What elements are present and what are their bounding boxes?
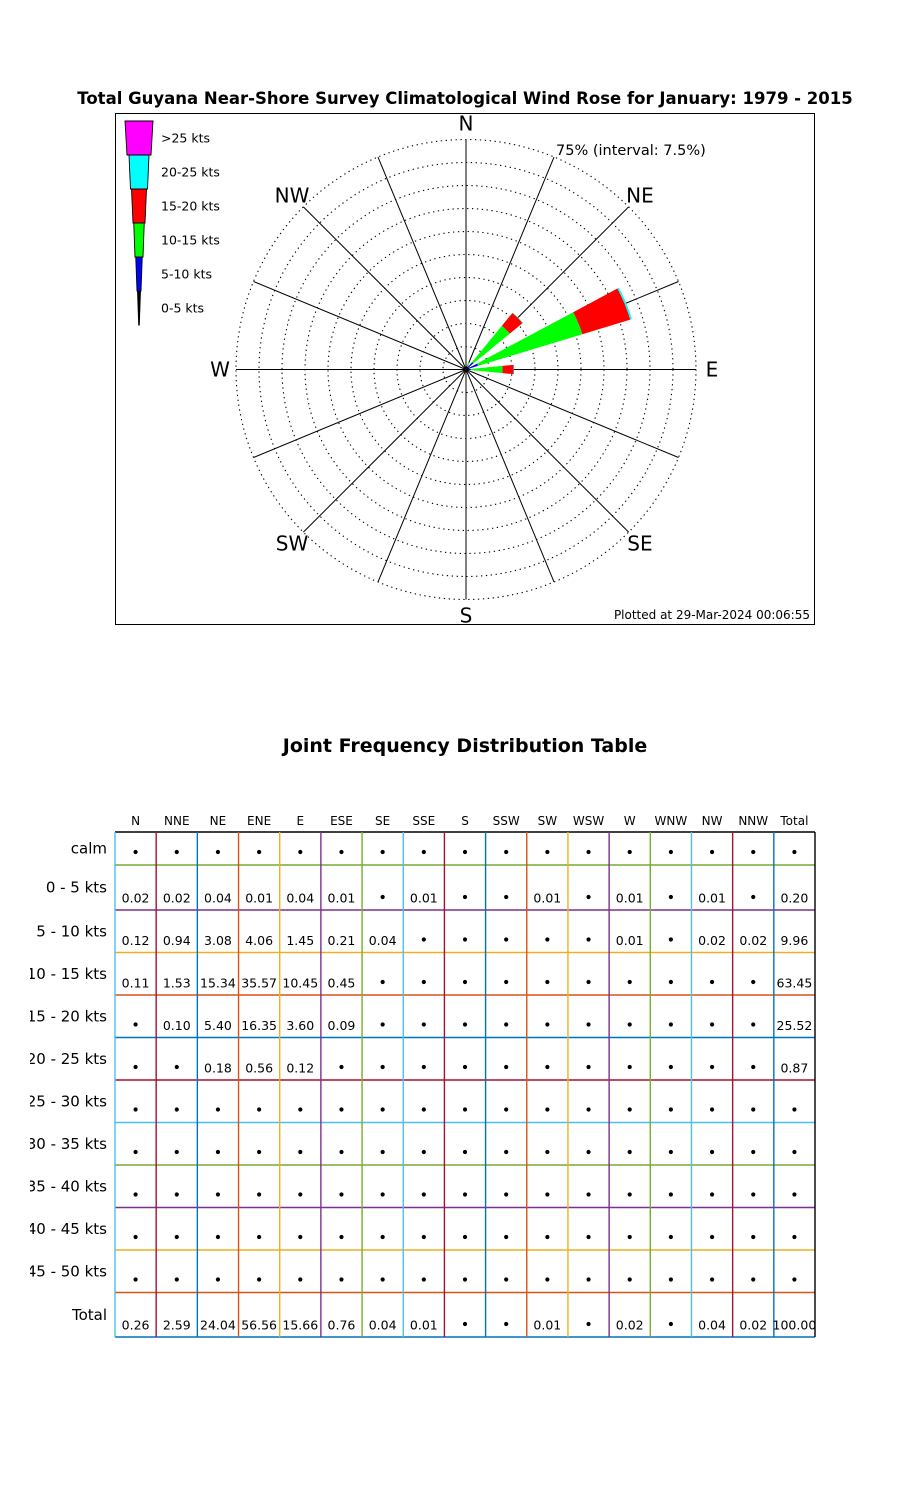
table-cell-NNW-35 - 40 kts: [751, 1192, 755, 1196]
table-cell-SW-15 - 20 kts: [545, 1022, 549, 1026]
table-cell-ENE-5 - 10 kts: 4.06: [245, 933, 274, 948]
table-cell-Total-calm: [792, 850, 796, 854]
table-cell-SE-40 - 45 kts: [381, 1235, 385, 1239]
table-cell-SSW-30 - 35 kts: [504, 1150, 508, 1154]
table-cell-S-25 - 30 kts: [463, 1107, 467, 1111]
table-cell-WNW-45 - 50 kts: [669, 1277, 673, 1281]
table-cell-S-35 - 40 kts: [463, 1192, 467, 1196]
table-cell-WSW-35 - 40 kts: [586, 1192, 590, 1196]
column-header-ESE: ESE: [330, 814, 353, 828]
table-cell-SSE-40 - 45 kts: [422, 1235, 426, 1239]
direction-spoke-SSW: [378, 370, 466, 582]
table-cell-E-15 - 20 kts: 3.60: [286, 1018, 315, 1033]
table-cell-WNW-20 - 25 kts: [669, 1065, 673, 1069]
column-header-N: N: [131, 814, 141, 828]
column-header-WNW: WNW: [654, 814, 688, 828]
table-cell-ENE-20 - 25 kts: 0.56: [245, 1060, 274, 1076]
table-cell-ESE-35 - 40 kts: [339, 1192, 343, 1196]
table-cell-SE-Total: 0.04: [368, 1317, 397, 1333]
table-cell-N-25 - 30 kts: [133, 1107, 137, 1111]
table-cell-SE-35 - 40 kts: [381, 1192, 385, 1196]
table-cell-S-5 - 10 kts: [463, 937, 467, 941]
table-cell-NW-35 - 40 kts: [710, 1192, 714, 1196]
table-cell-ENE-25 - 30 kts: [257, 1107, 261, 1111]
row-label-0 - 5 kts: 0 - 5 kts: [45, 878, 107, 897]
frequency-table-canvas: [30, 795, 850, 1365]
legend-swatch-15-20 kts: [132, 189, 147, 223]
table-cell-S-20 - 25 kts: [463, 1065, 467, 1069]
table-cell-NNE-30 - 35 kts: [175, 1150, 179, 1154]
table-cell-ESE-45 - 50 kts: [339, 1277, 343, 1281]
table-cell-N-45 - 50 kts: [133, 1277, 137, 1281]
table-cell-WNW-0 - 5 kts: [669, 895, 673, 899]
table-cell-NNE-10 - 15 kts: 1.53: [162, 975, 191, 991]
table-cell-Total-15 - 20 kts: 25.52: [776, 1018, 813, 1033]
table-cell-NE-10 - 15 kts: 15.34: [200, 975, 236, 991]
row-label-calm: calm: [70, 839, 107, 858]
legend-swatch-20-25 kts: [129, 155, 149, 189]
table-cell-NE-0 - 5 kts: 0.04: [204, 890, 232, 906]
legend-label-20-25 kts: 20-25 kts: [161, 164, 220, 180]
table-cell-NW-45 - 50 kts: [710, 1277, 714, 1281]
direction-spoke-SE: [466, 370, 629, 533]
table-cell-ESE-10 - 15 kts: 0.45: [327, 975, 356, 991]
table-cell-W-25 - 30 kts: [628, 1107, 632, 1111]
column-header-S: S: [461, 814, 469, 828]
rose-center-dot: [464, 367, 469, 372]
table-cell-ESE-calm: [339, 850, 343, 854]
table-cell-SSW-45 - 50 kts: [504, 1277, 508, 1281]
table-cell-NNW-10 - 15 kts: [751, 980, 755, 984]
table-cell-SW-25 - 30 kts: [545, 1107, 549, 1111]
legend-swatch->25 kts: [125, 121, 153, 155]
table-cell-SSE-0 - 5 kts: 0.01: [409, 890, 438, 906]
table-cell-W-35 - 40 kts: [628, 1192, 632, 1196]
legend-label-0-5 kts: 0-5 kts: [161, 300, 205, 316]
table-cell-N-5 - 10 kts: 0.12: [121, 933, 150, 948]
table-cell-NNW-0 - 5 kts: [751, 895, 755, 899]
table-cell-S-45 - 50 kts: [463, 1277, 467, 1281]
table-cell-NNE-calm: [175, 850, 179, 854]
row-label-45 - 50 kts: 45 - 50 kts: [30, 1262, 107, 1281]
compass-label-SE: SE: [627, 531, 653, 556]
table-cell-ESE-25 - 30 kts: [339, 1107, 343, 1111]
table-cell-SSW-10 - 15 kts: [504, 980, 508, 984]
table-cell-NNE-Total: 2.59: [162, 1317, 191, 1333]
table-cell-NNE-20 - 25 kts: [175, 1065, 179, 1069]
table-cell-NNE-25 - 30 kts: [175, 1107, 179, 1111]
table-cell-NW-5 - 10 kts: 0.02: [698, 933, 726, 948]
table-cell-SE-15 - 20 kts: [381, 1022, 385, 1026]
table-cell-NW-0 - 5 kts: 0.01: [698, 890, 726, 906]
compass-label-SW: SW: [275, 531, 309, 556]
table-cell-WNW-5 - 10 kts: [669, 937, 673, 941]
table-cell-WNW-35 - 40 kts: [669, 1192, 673, 1196]
table-cell-W-20 - 25 kts: [628, 1065, 632, 1069]
table-cell-E-Total: 15.66: [282, 1317, 319, 1333]
table-cell-SW-Total: 0.01: [533, 1317, 562, 1333]
table-cell-E-10 - 15 kts: 10.45: [282, 975, 319, 991]
table-cell-SW-40 - 45 kts: [545, 1235, 549, 1239]
table-cell-NNW-30 - 35 kts: [751, 1150, 755, 1154]
table-cell-SE-25 - 30 kts: [381, 1107, 385, 1111]
table-cell-S-Total: [463, 1322, 467, 1326]
table-cell-NW-25 - 30 kts: [710, 1107, 714, 1111]
direction-spoke-NW: [303, 207, 466, 370]
table-cell-SSE-45 - 50 kts: [422, 1277, 426, 1281]
legend-label-5-10 kts: 5-10 kts: [161, 266, 212, 282]
table-cell-E-5 - 10 kts: 1.45: [286, 933, 315, 948]
table-cell-NW-40 - 45 kts: [710, 1235, 714, 1239]
row-label-40 - 45 kts: 40 - 45 kts: [30, 1219, 107, 1238]
table-cell-SSE-calm: [422, 850, 426, 854]
table-cell-ENE-calm: [257, 850, 261, 854]
table-cell-W-40 - 45 kts: [628, 1235, 632, 1239]
table-cell-NE-20 - 25 kts: 0.18: [204, 1060, 232, 1076]
plot-timestamp: Plotted at 29-Mar-2024 00:06:55: [613, 608, 810, 622]
table-cell-SW-45 - 50 kts: [545, 1277, 549, 1281]
row-label-20 - 25 kts: 20 - 25 kts: [30, 1049, 107, 1068]
wind-rose-canvas: [116, 114, 816, 626]
table-cell-SE-10 - 15 kts: [381, 980, 385, 984]
table-cell-S-10 - 15 kts: [463, 980, 467, 984]
table-cell-WSW-25 - 30 kts: [586, 1107, 590, 1111]
table-cell-NNE-35 - 40 kts: [175, 1192, 179, 1196]
table-cell-NNW-45 - 50 kts: [751, 1277, 755, 1281]
table-cell-SW-35 - 40 kts: [545, 1192, 549, 1196]
table-cell-SSW-20 - 25 kts: [504, 1065, 508, 1069]
table-cell-ESE-15 - 20 kts: 0.09: [327, 1018, 356, 1033]
table-cell-WSW-Total: [586, 1322, 590, 1326]
table-cell-ENE-0 - 5 kts: 0.01: [245, 890, 274, 906]
chart-title: Total Guyana Near-Shore Survey Climatological Wind Rose for January: 1979 - 2015: [77, 89, 853, 108]
table-cell-SSE-20 - 25 kts: [422, 1065, 426, 1069]
table-cell-WNW-40 - 45 kts: [669, 1235, 673, 1239]
table-cell-N-40 - 45 kts: [133, 1235, 137, 1239]
table-cell-W-15 - 20 kts: [628, 1022, 632, 1026]
table-cell-SSW-40 - 45 kts: [504, 1235, 508, 1239]
table-cell-Total-0 - 5 kts: 0.20: [780, 890, 809, 906]
table-cell-W-0 - 5 kts: 0.01: [615, 890, 644, 906]
table-cell-NE-30 - 35 kts: [216, 1150, 220, 1154]
compass-label-W: W: [210, 357, 230, 382]
wind-petal-E-10-15 kts: [471, 366, 503, 373]
table-cell-SSW-15 - 20 kts: [504, 1022, 508, 1026]
table-cell-SW-30 - 35 kts: [545, 1150, 549, 1154]
table-cell-NNW-40 - 45 kts: [751, 1235, 755, 1239]
row-label-5 - 10 kts: 5 - 10 kts: [36, 922, 107, 941]
table-cell-SE-0 - 5 kts: [381, 895, 385, 899]
legend-label->25 kts: >25 kts: [161, 130, 211, 146]
table-cell-NNW-25 - 30 kts: [751, 1107, 755, 1111]
table-cell-Total-25 - 30 kts: [792, 1107, 796, 1111]
row-label-10 - 15 kts: 10 - 15 kts: [30, 964, 107, 983]
table-cell-WSW-0 - 5 kts: [586, 895, 590, 899]
table-cell-SSE-35 - 40 kts: [422, 1192, 426, 1196]
table-cell-S-40 - 45 kts: [463, 1235, 467, 1239]
table-cell-SSW-25 - 30 kts: [504, 1107, 508, 1111]
table-cell-E-40 - 45 kts: [298, 1235, 302, 1239]
table-cell-Total-Total: 100.00: [772, 1317, 817, 1333]
legend-swatch-0-5 kts: [138, 291, 141, 325]
table-cell-NNE-15 - 20 kts: 0.10: [162, 1018, 191, 1033]
table-cell-SSW-calm: [504, 850, 508, 854]
wind-petal-E-15-20 kts: [502, 365, 513, 374]
table-cell-E-0 - 5 kts: 0.04: [286, 890, 315, 906]
legend-label-10-15 kts: 10-15 kts: [161, 232, 220, 248]
table-cell-WSW-calm: [586, 850, 590, 854]
table-cell-N-0 - 5 kts: 0.02: [121, 890, 150, 906]
table-cell-SE-20 - 25 kts: [381, 1065, 385, 1069]
legend-swatch-5-10 kts: [136, 257, 143, 291]
table-cell-N-30 - 35 kts: [133, 1150, 137, 1154]
table-cell-ENE-Total: 56.56: [241, 1317, 278, 1333]
table-cell-Total-20 - 25 kts: 0.87: [780, 1060, 809, 1076]
table-cell-W-5 - 10 kts: 0.01: [615, 933, 644, 948]
table-cell-SSE-Total: 0.01: [409, 1317, 438, 1333]
table-cell-WNW-30 - 35 kts: [669, 1150, 673, 1154]
table-cell-NW-Total: 0.04: [698, 1317, 726, 1333]
table-cell-WSW-45 - 50 kts: [586, 1277, 590, 1281]
direction-spoke-WNW: [254, 281, 466, 369]
wind-rose-plot: [115, 113, 815, 625]
table-cell-NW-20 - 25 kts: [710, 1065, 714, 1069]
table-cell-NNW-20 - 25 kts: [751, 1065, 755, 1069]
table-cell-NW-10 - 15 kts: [710, 980, 714, 984]
table-cell-ENE-45 - 50 kts: [257, 1277, 261, 1281]
direction-spoke-SSE: [466, 370, 554, 582]
table-cell-S-0 - 5 kts: [463, 895, 467, 899]
direction-spoke-NNW: [378, 157, 466, 369]
table-cell-ENE-10 - 15 kts: 35.57: [241, 975, 278, 991]
table-cell-WNW-Total: [669, 1322, 673, 1326]
table-cell-ESE-0 - 5 kts: 0.01: [327, 890, 356, 906]
legend-label-15-20 kts: 15-20 kts: [161, 198, 220, 214]
table-cell-N-20 - 25 kts: [133, 1065, 137, 1069]
table-cell-WSW-5 - 10 kts: [586, 937, 590, 941]
column-header-SW: SW: [537, 814, 558, 828]
table-cell-SSE-5 - 10 kts: [422, 937, 426, 941]
column-header-E: E: [296, 814, 305, 828]
table-cell-WNW-calm: [669, 850, 673, 854]
table-cell-NNE-5 - 10 kts: 0.94: [162, 933, 191, 948]
table-cell-ESE-20 - 25 kts: [339, 1065, 343, 1069]
table-cell-W-Total: 0.02: [615, 1317, 644, 1333]
table-cell-S-15 - 20 kts: [463, 1022, 467, 1026]
table-cell-N-15 - 20 kts: [133, 1022, 137, 1026]
table-cell-SSE-25 - 30 kts: [422, 1107, 426, 1111]
compass-label-E: E: [705, 357, 719, 382]
table-cell-NE-15 - 20 kts: 5.40: [204, 1018, 232, 1033]
table-cell-SW-0 - 5 kts: 0.01: [533, 890, 562, 906]
table-cell-Total-40 - 45 kts: [792, 1235, 796, 1239]
column-header-NE: NE: [209, 814, 227, 828]
table-title: Joint Frequency Distribution Table: [282, 735, 648, 757]
table-cell-NNE-45 - 50 kts: [175, 1277, 179, 1281]
row-label-Total: Total: [71, 1305, 107, 1324]
direction-spoke-ESE: [466, 370, 678, 458]
table-cell-WNW-15 - 20 kts: [669, 1022, 673, 1026]
table-cell-NE-40 - 45 kts: [216, 1235, 220, 1239]
table-cell-ESE-40 - 45 kts: [339, 1235, 343, 1239]
table-cell-SSW-5 - 10 kts: [504, 937, 508, 941]
table-cell-WSW-40 - 45 kts: [586, 1235, 590, 1239]
table-cell-SE-5 - 10 kts: 0.04: [368, 933, 397, 948]
table-cell-NE-Total: 24.04: [200, 1317, 236, 1333]
table-cell-E-20 - 25 kts: 0.12: [286, 1060, 315, 1076]
table-cell-SSE-15 - 20 kts: [422, 1022, 426, 1026]
table-cell-N-35 - 40 kts: [133, 1192, 137, 1196]
column-header-SSW: SSW: [492, 814, 520, 828]
table-cell-SW-calm: [545, 850, 549, 854]
row-label-15 - 20 kts: 15 - 20 kts: [30, 1007, 107, 1026]
compass-label-NW: NW: [274, 183, 310, 208]
table-cell-E-30 - 35 kts: [298, 1150, 302, 1154]
column-header-NW: NW: [701, 814, 723, 828]
table-cell-ENE-40 - 45 kts: [257, 1235, 261, 1239]
table-cell-Total-35 - 40 kts: [792, 1192, 796, 1196]
row-label-35 - 40 kts: 35 - 40 kts: [30, 1177, 107, 1196]
column-header-NNE: NNE: [163, 814, 190, 828]
column-header-ENE: ENE: [247, 814, 272, 828]
table-cell-SSW-0 - 5 kts: [504, 895, 508, 899]
table-cell-SSE-30 - 35 kts: [422, 1150, 426, 1154]
table-cell-NNW-15 - 20 kts: [751, 1022, 755, 1026]
table-cell-NE-25 - 30 kts: [216, 1107, 220, 1111]
table-cell-WSW-15 - 20 kts: [586, 1022, 590, 1026]
table-cell-W-45 - 50 kts: [628, 1277, 632, 1281]
table-cell-Total-10 - 15 kts: 63.45: [776, 975, 813, 991]
radial-scale-label: 75% (interval: 7.5%): [556, 143, 706, 159]
table-cell-NNW-5 - 10 kts: 0.02: [739, 933, 768, 948]
table-cell-SE-45 - 50 kts: [381, 1277, 385, 1281]
column-header-WSW: WSW: [572, 814, 605, 828]
table-cell-NW-calm: [710, 850, 714, 854]
frequency-table: [30, 795, 850, 1365]
table-cell-N-calm: [133, 850, 137, 854]
table-cell-SSW-Total: [504, 1322, 508, 1326]
table-cell-SE-calm: [381, 850, 385, 854]
table-cell-N-10 - 15 kts: 0.11: [121, 975, 150, 991]
table-cell-ENE-15 - 20 kts: 16.35: [241, 1018, 278, 1033]
table-cell-SW-5 - 10 kts: [545, 937, 549, 941]
column-header-NNW: NNW: [738, 814, 769, 828]
table-cell-E-45 - 50 kts: [298, 1277, 302, 1281]
table-cell-ENE-30 - 35 kts: [257, 1150, 261, 1154]
table-cell-W-calm: [628, 850, 632, 854]
table-cell-NE-35 - 40 kts: [216, 1192, 220, 1196]
table-cell-Total-45 - 50 kts: [792, 1277, 796, 1281]
table-cell-WNW-10 - 15 kts: [669, 980, 673, 984]
table-cell-Total-5 - 10 kts: 9.96: [780, 933, 809, 948]
table-cell-ESE-30 - 35 kts: [339, 1150, 343, 1154]
table-cell-NW-15 - 20 kts: [710, 1022, 714, 1026]
table-cell-NNW-calm: [751, 850, 755, 854]
table-cell-WSW-20 - 25 kts: [586, 1065, 590, 1069]
table-cell-NNE-40 - 45 kts: [175, 1235, 179, 1239]
table-cell-SW-10 - 15 kts: [545, 980, 549, 984]
direction-spoke-WSW: [254, 370, 466, 458]
table-cell-E-25 - 30 kts: [298, 1107, 302, 1111]
table-cell-NE-5 - 10 kts: 3.08: [204, 933, 232, 948]
row-label-30 - 35 kts: 30 - 35 kts: [30, 1134, 107, 1153]
table-cell-ESE-5 - 10 kts: 0.21: [327, 933, 356, 948]
column-header-SSE: SSE: [412, 814, 436, 828]
table-cell-Total-30 - 35 kts: [792, 1150, 796, 1154]
table-cell-S-calm: [463, 850, 467, 854]
table-cell-E-35 - 40 kts: [298, 1192, 302, 1196]
table-cell-ESE-Total: 0.76: [327, 1317, 356, 1333]
compass-label-NE: NE: [626, 183, 654, 208]
column-header-Total: Total: [780, 814, 809, 828]
table-cell-NW-30 - 35 kts: [710, 1150, 714, 1154]
table-cell-NE-45 - 50 kts: [216, 1277, 220, 1281]
table-cell-WSW-30 - 35 kts: [586, 1150, 590, 1154]
table-cell-SSE-10 - 15 kts: [422, 980, 426, 984]
table-cell-SSW-35 - 40 kts: [504, 1192, 508, 1196]
table-cell-SW-20 - 25 kts: [545, 1065, 549, 1069]
table-cell-WNW-25 - 30 kts: [669, 1107, 673, 1111]
table-cell-N-Total: 0.26: [121, 1317, 150, 1333]
table-cell-W-30 - 35 kts: [628, 1150, 632, 1154]
table-cell-W-10 - 15 kts: [628, 980, 632, 984]
table-cell-SE-30 - 35 kts: [381, 1150, 385, 1154]
table-cell-ENE-35 - 40 kts: [257, 1192, 261, 1196]
table-cell-E-calm: [298, 850, 302, 854]
compass-label-S: S: [459, 603, 473, 626]
table-cell-S-30 - 35 kts: [463, 1150, 467, 1154]
table-cell-NE-calm: [216, 850, 220, 854]
column-header-W: W: [623, 814, 636, 828]
compass-label-N: N: [458, 114, 474, 136]
row-label-25 - 30 kts: 25 - 30 kts: [30, 1092, 107, 1111]
table-cell-NNW-Total: 0.02: [739, 1317, 768, 1333]
column-header-SE: SE: [375, 814, 391, 828]
table-cell-WSW-10 - 15 kts: [586, 980, 590, 984]
legend-swatch-10-15 kts: [134, 223, 145, 257]
direction-spoke-SW: [303, 370, 466, 533]
table-cell-NNE-0 - 5 kts: 0.02: [162, 890, 191, 906]
